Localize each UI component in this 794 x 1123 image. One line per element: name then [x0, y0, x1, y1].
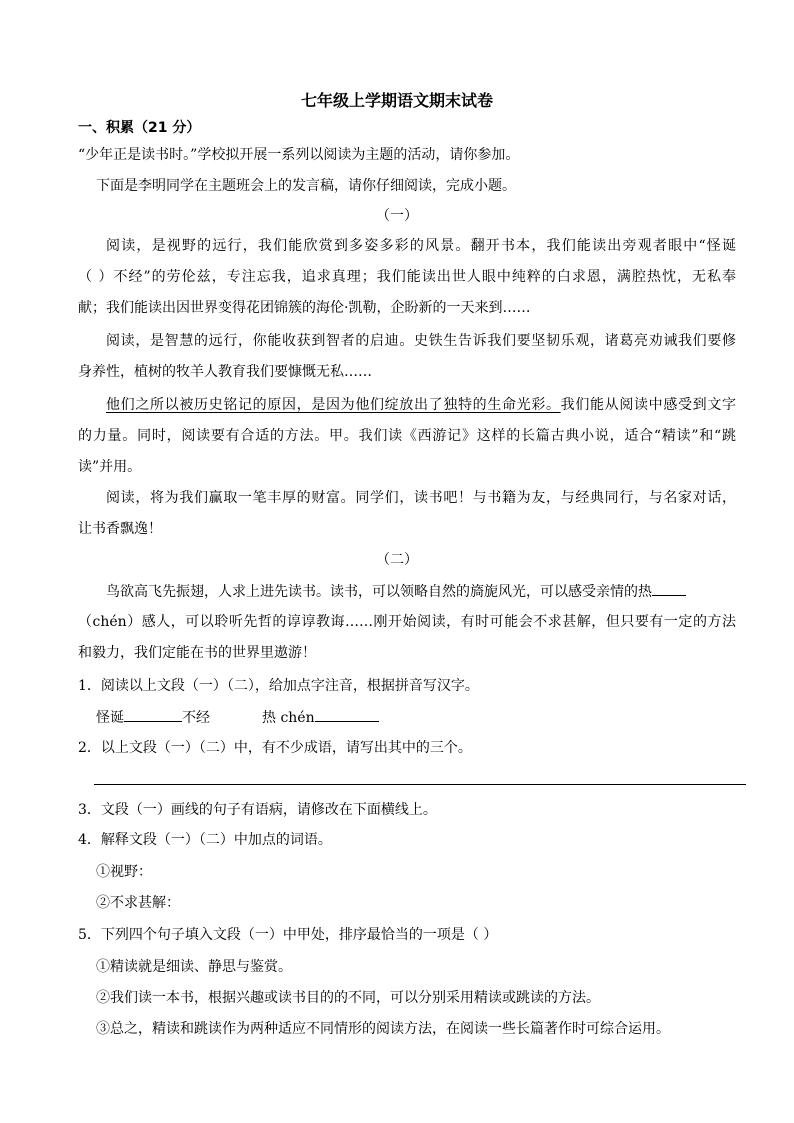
intro-line-1: “少年正是读书时。”学校拟开展一系列以阅读为主题的活动，请你参加。 — [78, 147, 520, 163]
answer-blank[interactable] — [652, 581, 686, 596]
passage5-line-1 — [78, 581, 736, 602]
answer-line[interactable] — [94, 784, 746, 785]
passage3-line: 的力量。同时，阅读要有合适的方法。甲。我们读《西游记》这样的长篇古典小说，适合“精读”和“跳 — [78, 428, 736, 444]
question-5-option: ②我们读一本书，根据兴趣或读书目的的不同，可以分别采用精读或跳读的方法。 — [96, 990, 600, 1006]
question-5-option: ①精读就是细读、静思与鉴赏。 — [96, 959, 292, 975]
passage4-line: 阅读，将为我们赢取一笔丰厚的财富。同学们，读书吧！与书籍为友，与经典同行，与名家对话， — [106, 490, 736, 506]
question-1-answers — [96, 707, 379, 728]
page-title: 七年级上学期语文期末试卷 — [300, 91, 493, 110]
answer-blank[interactable] — [315, 707, 379, 722]
question-1: 1．阅读以上文段（一）（二），给加点字注音，根据拼音写汉字。 — [78, 678, 479, 694]
intro-line-2: 下面是李明同学在主题班会上的发言稿，请你仔细阅读，完成小题。 — [96, 178, 516, 194]
part1-heading: （一） — [376, 208, 418, 224]
answer-blank[interactable] — [124, 707, 182, 722]
passage5-line: 和毅力，我们定能在书的世界里遨游！ — [78, 645, 316, 661]
passage3-line: 读”并用。 — [78, 459, 142, 475]
passage1-line: 献；我们能读出因世界变得花团锦簇的海伦·凯勒，企盼新的一天来到…… — [78, 300, 531, 316]
question-4-item: ②不求甚解： — [96, 895, 180, 911]
question-4: 4．解释文段（一）（二）中加点的词语。 — [78, 832, 332, 848]
passage5-text: 鸟欲高飞先振翅，人求上进先读书。读书，可以领略自然的旖旎风光，可以感受亲情的热 — [106, 584, 652, 600]
q1-item-label: 不经 — [182, 710, 210, 726]
question-5-option: ③总之，精读和跳读作为两种适应不同情形的阅读方法，在阅读一些长篇著作时可综合运用。 — [96, 1021, 670, 1037]
question-2: 2．以上文段（一）（二）中，有不少成语，请写出其中的三个。 — [78, 740, 472, 756]
passage3-line-1 — [78, 395, 736, 415]
q1-item-label: 热 chén — [262, 710, 315, 726]
passage4-line: 让书香飘逸！ — [78, 521, 162, 537]
passage1-line: （ ）不经”的劳伦兹，专注忘我，追求真理；我们能读出世人眼中纯粹的白求恩，满腔热忱，无私奉 — [78, 269, 736, 285]
passage1-line: 阅读，是视野的远行，我们能欣赏到多姿多彩的风景。翻开书本，我们能读出旁观者眼中“怪诞 — [106, 238, 736, 254]
question-5: 5．下列四个句子填入文段（一）中甲处，排序最恰当的一项是（ ） — [78, 927, 498, 943]
underlined-sentence: 他们之所以被历史铭记的原因，是因为他们绽放出了独特的生命光彩。 — [106, 397, 561, 413]
part2-heading: （二） — [376, 552, 418, 568]
question-3: 3．文段（一）画线的句子有语病，请修改在下面横线上。 — [78, 802, 437, 818]
passage2-line: 阅读，是智慧的远行，你能收获到智者的启迪。史铁生告诉我们要坚韧乐观，诸葛亮劝诫我们要修 — [106, 333, 736, 349]
section-heading: 一、积累（21 分） — [78, 120, 201, 136]
question-4-item: ①视野： — [96, 864, 152, 880]
q1-item-label: 怪诞 — [96, 710, 124, 726]
passage2-line: 身养性，植树的牧羊人教育我们要慷慨无私…… — [78, 364, 372, 380]
passage3-line-rest: 我们能从阅读中感受到文字 — [560, 397, 737, 413]
passage5-line: （chén）感人，可以聆听先哲的谆谆教诲……刚开始阅读，有时可能会不求甚解，但只要有一定的方法 — [78, 614, 736, 630]
